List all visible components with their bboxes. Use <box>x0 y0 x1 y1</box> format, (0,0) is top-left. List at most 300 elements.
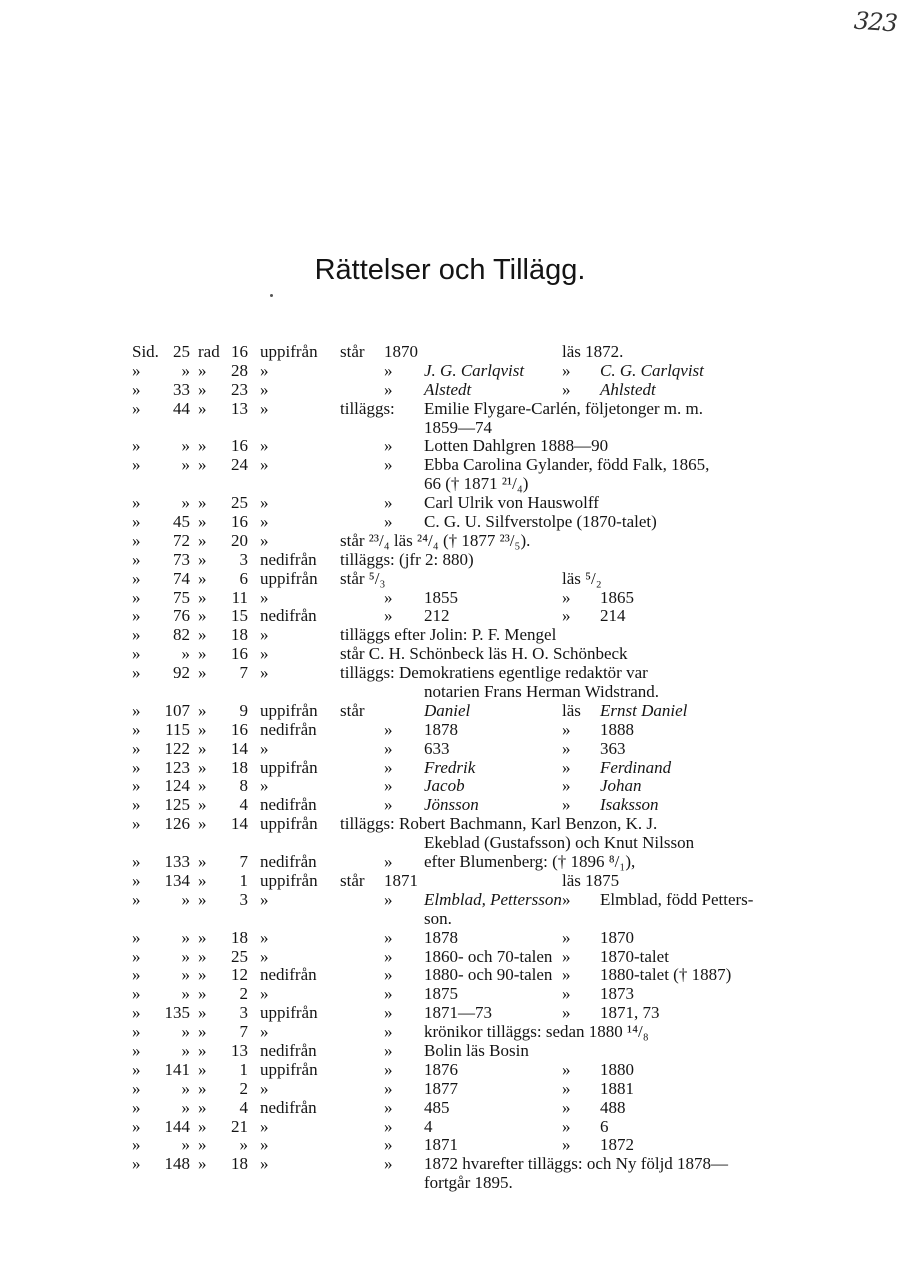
entry-col-g: » <box>384 1059 393 1079</box>
entry-col-h: Jönsson <box>424 795 479 815</box>
entry-col-c: » <box>198 1154 207 1174</box>
entry-col-i: läs 1872. <box>562 342 624 361</box>
entry-col-b: 123 <box>164 757 190 777</box>
entry-col-b: 45 <box>173 512 190 532</box>
entry-col-i: » <box>562 927 571 947</box>
entry-row <box>132 607 792 626</box>
entry-col-d: 18 <box>231 625 248 645</box>
entry-col-b: » <box>181 1022 190 1042</box>
entry-col-b: » <box>181 984 190 1004</box>
entry-continuation <box>132 475 792 494</box>
entry-col-d: 25 <box>231 493 248 513</box>
entry-col-c: » <box>198 814 207 834</box>
entry-col-g: » <box>384 1078 393 1098</box>
entry-col-a: » <box>132 1040 141 1060</box>
entry-col-h: Carl Ulrik von Hauswolff <box>424 493 599 513</box>
entry-col-e: uppifrån <box>260 814 318 834</box>
entry-col-d: 21 <box>231 1116 248 1136</box>
entry-col-i: läs <box>562 700 581 720</box>
entry-col-b: 33 <box>173 379 190 399</box>
entry-col-b: 125 <box>164 795 190 815</box>
entry-col-e: uppifrån <box>260 1059 318 1079</box>
entry-col-h: Elmblad, Pettersson <box>424 889 562 909</box>
entry-col-d: 2 <box>239 1078 248 1098</box>
entry-col-b: 134 <box>164 870 190 890</box>
entry-col-b: 82 <box>173 625 190 645</box>
entry-col-c: » <box>198 455 207 475</box>
entry-col-d: 7 <box>239 852 248 872</box>
entry-col-c: » <box>198 984 207 1004</box>
entry-col-e: nedifrån <box>260 1097 317 1117</box>
entry-col-g: » <box>384 1154 393 1174</box>
entry-col-d: 1 <box>239 870 248 890</box>
entry-col-j: 214 <box>600 606 626 626</box>
entry-col-i: » <box>562 776 571 796</box>
entry-col-h: Jacob <box>424 776 465 796</box>
entry-continuation <box>132 683 792 702</box>
entry-col-b: 76 <box>173 606 190 626</box>
entry-col-e: » <box>260 1022 269 1042</box>
entry-col-c: » <box>198 493 207 513</box>
entry-col-a: » <box>132 870 141 890</box>
entry-col-c: » <box>198 965 207 985</box>
entry-col-c: » <box>198 870 207 890</box>
entry-row <box>132 343 792 362</box>
entry-col-h: 1872 hvarefter tilläggs: och Ny följd 1878— <box>424 1154 729 1174</box>
entry-row <box>132 645 792 664</box>
entry-row <box>132 494 792 513</box>
entry-continuation <box>132 834 792 853</box>
entry-row <box>132 740 792 759</box>
entry-col-h: efter Blumenberg: († 1896 ⁸/₁), <box>424 852 636 872</box>
entry-col-b: » <box>181 436 190 456</box>
entry-col-a: » <box>132 927 141 947</box>
entry-col-g: » <box>384 946 393 966</box>
entry-col-a: » <box>132 398 141 418</box>
entry-col-c: » <box>198 436 207 456</box>
entry-col-f: står <box>340 700 365 720</box>
entry-col-h: 1860- och 70-talen <box>424 946 553 966</box>
entry-col-c: » <box>198 512 207 532</box>
entry-col-d: 25 <box>231 946 248 966</box>
entry-col-c: » <box>198 644 207 664</box>
entry-col-g: » <box>384 738 393 758</box>
entry-col-e: » <box>260 738 269 758</box>
entry-col-c: » <box>198 719 207 739</box>
entry-col-e: » <box>260 644 269 664</box>
entry-col-j: Ahlstedt <box>600 379 656 399</box>
entry-col-h: 212 <box>424 606 450 626</box>
entry-col-f: tilläggs: Demokratiens egentlige redaktör var <box>340 663 648 683</box>
entry-col-a: » <box>132 1154 141 1174</box>
entry-col-j: Ernst Daniel <box>600 700 688 720</box>
entry-col-d: 16 <box>231 512 248 532</box>
entry-col-a: » <box>132 852 141 872</box>
entry-col-i: läs 1875 <box>562 870 620 890</box>
entry-col-a: » <box>132 1003 141 1023</box>
entry-col-i: » <box>562 587 571 607</box>
entry-col-c: » <box>198 606 207 626</box>
entry-col-a: » <box>132 965 141 985</box>
entry-col-d: 20 <box>231 530 248 550</box>
entry-col-i: » <box>562 1135 571 1155</box>
print-speck <box>270 294 273 297</box>
entry-col-b: 72 <box>173 530 190 550</box>
entry-col-d: 9 <box>239 700 248 720</box>
entry-col-b: 75 <box>173 587 190 607</box>
entry-col-a: » <box>132 700 141 720</box>
entry-col-g: » <box>384 1022 393 1042</box>
entry-col-i: » <box>562 795 571 815</box>
entry-col-b: 73 <box>173 549 190 569</box>
entry-row <box>132 1136 792 1155</box>
entry-col-g: » <box>384 965 393 985</box>
entry-col-c: » <box>198 1116 207 1136</box>
entry-col-d: 13 <box>231 1040 248 1060</box>
entry-col-d: 14 <box>231 738 248 758</box>
entry-col-g: » <box>384 852 393 872</box>
entry-col-c: » <box>198 946 207 966</box>
entry-row <box>132 1023 792 1042</box>
entry-col-d: 4 <box>239 1097 248 1117</box>
entry-row <box>132 589 792 608</box>
entry-col-e: nedifrån <box>260 795 317 815</box>
entry-col-g: » <box>384 1116 393 1136</box>
entry-col-g: 1870 <box>384 342 418 361</box>
entry-row <box>132 1061 792 1080</box>
entry-col-a: » <box>132 606 141 626</box>
entry-row <box>132 664 792 683</box>
entry-col-f: tilläggs: <box>340 398 395 418</box>
entry-col-d: 16 <box>231 342 248 361</box>
entry-col-h: Emilie Flygare-Carlén, följetonger m. m. <box>424 398 704 418</box>
entry-col-i: » <box>562 379 571 399</box>
entry-col-b: 141 <box>164 1059 190 1079</box>
entry-col-d: 28 <box>231 360 248 380</box>
entry-col-e: » <box>260 946 269 966</box>
entry-row <box>132 948 792 967</box>
entry-col-h: 1877 <box>424 1078 458 1098</box>
entry-col-h: 1871 <box>424 1135 458 1155</box>
entry-col-c: » <box>198 379 207 399</box>
entry-col-j: 1871, 73 <box>600 1003 660 1023</box>
entry-col-e: uppifrån <box>260 757 318 777</box>
entry-col-g: » <box>384 493 393 513</box>
entry-col-a: » <box>132 719 141 739</box>
entry-col-g: » <box>384 719 393 739</box>
entry-continuation <box>132 1174 792 1193</box>
entry-col-d: 18 <box>231 927 248 947</box>
entry-col-e: » <box>260 379 269 399</box>
entry-col-e: » <box>260 587 269 607</box>
entry-col-d: 14 <box>231 814 248 834</box>
entry-col-i: » <box>562 1097 571 1117</box>
entry-col-a: » <box>132 1097 141 1117</box>
entry-continuation <box>132 910 792 929</box>
entry-col-a: » <box>132 530 141 550</box>
entry-col-e: » <box>260 530 269 550</box>
entry-col-d: 18 <box>231 1154 248 1174</box>
entry-col-c: » <box>198 1135 207 1155</box>
entry-col-b: » <box>181 965 190 985</box>
entry-col-a: » <box>132 512 141 532</box>
entry-row <box>132 456 792 475</box>
entry-col-b: 122 <box>164 738 190 758</box>
entry-col-g: » <box>384 776 393 796</box>
entry-col-h: 1880- och 90-talen <box>424 965 553 985</box>
entry-row <box>132 626 792 645</box>
entry-col-c: » <box>198 795 207 815</box>
entry-col-b: 92 <box>173 663 190 683</box>
entry-col-c: » <box>198 889 207 909</box>
entry-col-a: » <box>132 814 141 834</box>
entry-col-h: Lotten Dahlgren 1888—90 <box>424 436 609 456</box>
entry-col-f: står C. H. Schönbeck läs H. O. Schönbeck <box>340 644 628 664</box>
entry-row <box>132 929 792 948</box>
entry-col-g: » <box>384 512 393 532</box>
entry-col-c: » <box>198 549 207 569</box>
entry-col-a: » <box>132 625 141 645</box>
entry-col-g: » <box>384 757 393 777</box>
entry-col-a: » <box>132 360 141 380</box>
entry-col-d: 12 <box>231 965 248 985</box>
entry-col-i: » <box>562 606 571 626</box>
entry-col-b: » <box>181 644 190 664</box>
entry-col-e: » <box>260 398 269 418</box>
entry-col-h: 1878 <box>424 927 458 947</box>
entry-col-h: 485 <box>424 1097 450 1117</box>
entry-col-a: » <box>132 379 141 399</box>
corrections-list <box>132 343 792 1193</box>
entry-row <box>132 1080 792 1099</box>
entry-col-g: » <box>384 927 393 947</box>
entry-col-c: » <box>198 1040 207 1060</box>
entry-col-b: 148 <box>164 1154 190 1174</box>
entry-col-h: 1855 <box>424 587 458 607</box>
entry-col-e: » <box>260 1116 269 1136</box>
entry-col-b: 25 <box>173 342 190 361</box>
entry-col-a: » <box>132 587 141 607</box>
entry-col-a: » <box>132 644 141 664</box>
entry-col-f: tilläggs: Robert Bachmann, Karl Benzon, K. J. <box>340 814 658 834</box>
entry-col-i: » <box>562 984 571 1004</box>
entry-col-b: » <box>181 1078 190 1098</box>
entry-col-h: 1871—73 <box>424 1003 492 1023</box>
entry-col-e: nedifrån <box>260 1040 317 1060</box>
entry-col-b: » <box>181 455 190 475</box>
entry-col-e: uppifrån <box>260 1003 318 1023</box>
entry-col-e: » <box>260 1135 269 1155</box>
entry-col-d: 24 <box>231 455 248 475</box>
entry-row <box>132 872 792 891</box>
entry-row <box>132 381 792 400</box>
entry-col-e: » <box>260 436 269 456</box>
entry-row <box>132 966 792 985</box>
entry-col-e: uppifrån <box>260 568 318 588</box>
entry-row <box>132 777 792 796</box>
entry-col-c: » <box>198 776 207 796</box>
entry-row <box>132 532 792 551</box>
entry-row <box>132 1099 792 1118</box>
entry-col-f: står ⁵/₃ <box>340 568 386 588</box>
entry-col-j: Ferdinand <box>600 757 672 777</box>
entry-col-a: Sid. <box>132 342 159 361</box>
entry-col-b: 74 <box>173 568 190 588</box>
entry-col-j: 1870-talet <box>600 946 669 966</box>
entry-row <box>132 891 792 910</box>
entry-col-c: » <box>198 700 207 720</box>
entry-row <box>132 1042 792 1061</box>
entry-col-j: Johan <box>600 776 642 796</box>
entry-row <box>132 702 792 721</box>
entry-row <box>132 796 792 815</box>
entry-col-d: 18 <box>231 757 248 777</box>
entry-col-e: » <box>260 360 269 380</box>
entry-col-i: » <box>562 1003 571 1023</box>
entry-col-f: står ²³/₄ läs ²⁴/₄ († 1877 ²³/₅). <box>340 530 531 550</box>
entry-col-j: 1880 <box>600 1059 634 1079</box>
entry-col-d: 16 <box>231 644 248 664</box>
continuation-text: notarien Frans Herman Widstrand. <box>424 682 660 702</box>
entry-col-i: » <box>562 965 571 985</box>
entry-col-i: » <box>562 360 571 380</box>
entry-col-i: » <box>562 719 571 739</box>
entry-col-e: » <box>260 776 269 796</box>
entry-col-h: J. G. Carlqvist <box>424 360 525 380</box>
entry-col-b: » <box>181 1097 190 1117</box>
entry-col-e: » <box>260 625 269 645</box>
entry-col-g: » <box>384 587 393 607</box>
entry-col-j: 1873 <box>600 984 634 1004</box>
entry-col-c: » <box>198 852 207 872</box>
entry-col-e: » <box>260 1154 269 1174</box>
entry-col-a: » <box>132 1078 141 1098</box>
entry-col-h: 4 <box>424 1116 433 1136</box>
entry-col-d: 13 <box>231 398 248 418</box>
entry-col-h: 1876 <box>424 1059 458 1079</box>
entry-row <box>132 853 792 872</box>
entry-col-c: » <box>198 1078 207 1098</box>
entry-col-j: 1888 <box>600 719 634 739</box>
entry-col-g: » <box>384 1040 393 1060</box>
entry-col-e: nedifrån <box>260 606 317 626</box>
entry-col-a: » <box>132 455 141 475</box>
entry-col-a: » <box>132 549 141 569</box>
entry-col-d: 1 <box>239 1059 248 1079</box>
entry-col-g: » <box>384 1135 393 1155</box>
entry-col-i: » <box>562 738 571 758</box>
entry-col-d: 16 <box>231 719 248 739</box>
entry-col-e: uppifrån <box>260 870 318 890</box>
entry-col-b: 135 <box>164 1003 190 1023</box>
entry-col-j: C. G. Carlqvist <box>600 360 704 380</box>
entry-col-a: » <box>132 738 141 758</box>
entry-col-a: » <box>132 1135 141 1155</box>
entry-col-d: » <box>239 1135 248 1155</box>
entry-col-j: 1865 <box>600 587 634 607</box>
entry-col-c: » <box>198 587 207 607</box>
entry-col-j: 1870 <box>600 927 634 947</box>
entry-col-e: » <box>260 663 269 683</box>
entry-col-c: » <box>198 398 207 418</box>
entry-col-b: 133 <box>164 852 190 872</box>
entry-col-d: 3 <box>239 549 248 569</box>
entry-col-a: » <box>132 776 141 796</box>
entry-col-e: » <box>260 493 269 513</box>
entry-col-g: » <box>384 379 393 399</box>
entry-col-d: 11 <box>231 587 248 607</box>
entry-col-h: 1878 <box>424 719 458 739</box>
entry-col-j: 1881 <box>600 1078 634 1098</box>
entry-col-j: 1880-talet († 1887) <box>600 965 732 985</box>
entry-col-a: » <box>132 1059 141 1079</box>
entry-col-b: 115 <box>165 719 190 739</box>
entry-col-h: Bolin läs Bosin <box>424 1040 529 1060</box>
entry-col-b: » <box>181 360 190 380</box>
entry-col-e: » <box>260 927 269 947</box>
entry-col-g: » <box>384 889 393 909</box>
entry-col-e: nedifrån <box>260 719 317 739</box>
entry-col-e: nedifrån <box>260 965 317 985</box>
entry-col-b: » <box>181 927 190 947</box>
entry-col-d: 3 <box>239 1003 248 1023</box>
entry-col-b: 107 <box>164 700 190 720</box>
entry-col-c: » <box>198 927 207 947</box>
entry-col-e: uppifrån <box>260 342 318 361</box>
entry-col-g: » <box>384 795 393 815</box>
entry-col-a: » <box>132 436 141 456</box>
entry-col-i: » <box>562 1059 571 1079</box>
entry-col-a: » <box>132 757 141 777</box>
entry-col-b: » <box>181 1135 190 1155</box>
continuation-text: 1859—74 <box>424 417 492 437</box>
entry-col-d: 16 <box>231 436 248 456</box>
entry-col-j: Elmblad, född Petters- <box>600 889 754 909</box>
entry-col-d: 15 <box>231 606 248 626</box>
entry-col-b: 44 <box>173 398 190 418</box>
entry-col-c: » <box>198 530 207 550</box>
entry-row <box>132 1004 792 1023</box>
entry-col-c: » <box>198 738 207 758</box>
entry-col-i: » <box>562 757 571 777</box>
entry-col-e: » <box>260 984 269 1004</box>
entry-col-d: 3 <box>239 889 248 909</box>
entry-col-e: » <box>260 889 269 909</box>
entry-col-b: » <box>181 946 190 966</box>
entry-col-i: » <box>562 889 571 909</box>
entry-col-c: » <box>198 568 207 588</box>
page-title: Rättelser och Tillägg. <box>314 254 586 286</box>
entry-col-a: » <box>132 1116 141 1136</box>
entry-col-a: » <box>132 795 141 815</box>
entry-col-g: » <box>384 606 393 626</box>
entry-col-h: Fredrik <box>424 757 476 777</box>
entry-col-a: » <box>132 1022 141 1042</box>
entry-col-h: 633 <box>424 738 450 758</box>
entry-col-e: » <box>260 455 269 475</box>
entry-col-j: Isaksson <box>600 795 659 815</box>
entry-col-c: » <box>198 360 207 380</box>
entry-col-h: C. G. U. Silfverstolpe (1870-talet) <box>424 512 657 532</box>
entry-col-c: » <box>198 663 207 683</box>
entry-row <box>132 759 792 778</box>
entry-col-a: » <box>132 663 141 683</box>
entry-continuation <box>132 419 792 438</box>
entry-col-d: 2 <box>239 984 248 1004</box>
entry-col-f: står <box>340 870 365 890</box>
entry-row <box>132 1118 792 1137</box>
entry-col-g: 1871 <box>384 870 418 890</box>
